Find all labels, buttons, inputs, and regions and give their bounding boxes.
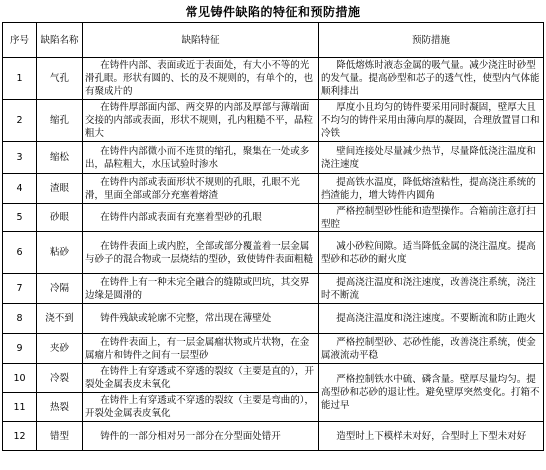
row-no: 9 [3,334,37,364]
table-row [3,100,544,142]
row-name: 气孔 [37,58,83,100]
row-prevention: 造型时上下模样未对好，合型时上下型未对好 [319,422,544,451]
row-prevention: 壁间连接处尽量减少热节，尽量降低浇注温度和浇注速度 [319,142,544,174]
row-prevention: 严格控制型砂、芯砂性能，改善浇注系统，使金属液流动平稳 [319,334,544,364]
row-prevention: 提高浇注温度和浇注速度。不要断流和防止跑火 [319,304,544,334]
table-row [3,422,544,451]
row-feature: 在铸件表面上或内腔，全部或部分覆盖着一层金属与砂子的混合物或一层烧结的型砂，致使铸件表面粗糙 [83,232,319,274]
row-no: 3 [3,142,37,174]
row-name: 热裂 [37,393,83,422]
table-row [3,232,544,274]
row-prevention: 严格控制型砂性能和造型操作。合箱前注意打扫型腔 [319,204,544,232]
row-feature: 在铸件内部微小而不连贯的缩孔，聚集在一处或多出，晶粒粗大，水压试验时渗水 [83,142,319,174]
row-feature: 在铸件内部、表面或近于表面处，有大小不等的光滑孔眼。形状有圆的、长的及不规则的，有单个的，也有聚成片的 [83,58,319,100]
row-feature: 在铸件厚部面内部、两交界的内部及厚部与薄端面交接的内部或表面，形状不规则，孔内粗糙不平，晶粒粗大 [83,100,319,142]
row-feature: 在铸件表面上，有一层金属瘤状物或片状物，在金属瘤片和铸件之间有一层型砂 [83,334,319,364]
row-prevention: 降低熔炼时液态金属的吸气量。减少浇注时砂型的发气量。提高砂型和芯子的透气性，使型内气体能顺利排出 [319,58,544,100]
row-feature: 在铸件内部或表面有充塞着型砂的孔眼 [83,204,319,232]
table-header-row [3,23,544,58]
row-name: 砂眼 [37,204,83,232]
table-row [3,274,544,304]
row-no: 6 [3,232,37,274]
row-prevention: 厚度小且均匀的铸件要采用同时凝固，壁厚大且不均匀的铸件采用由薄向厚的凝固，合理放置冒口和冷铁 [319,100,544,142]
row-name: 缩松 [37,142,83,174]
table-row [3,334,544,364]
table-row [3,174,544,204]
row-no: 7 [3,274,37,304]
row-name: 冷裂 [37,364,83,393]
row-no: 4 [3,174,37,204]
row-prevention: 严格控制铁水中硫、磷含量。壁厚尽量均匀。提高型砂和芯砂的退让性。避免壁厚突然变化。打箱不能过早 [319,364,544,422]
header-name: 缺陷名称 [37,23,83,58]
row-name: 冷隔 [37,274,83,304]
row-no: 12 [3,422,37,451]
table-row [3,364,544,393]
row-name: 粘砂 [37,232,83,274]
table-row [3,204,544,232]
row-no: 10 [3,364,37,393]
row-feature: 铸件的一部分相对另一部分在分型面处错开 [83,422,319,451]
header-prevention: 预防措施 [319,23,544,58]
row-feature: 在铸件上有穿透或不穿透的裂纹（主要是弯曲的），开裂处金属表皮氧化 [83,393,319,422]
row-prevention: 减小砂粒间隙。适当降低金属的浇注温度。提高型砂和芯砂的耐火度 [319,232,544,274]
row-prevention: 提高浇注温度和浇注速度，改善浇注系统，浇注时不断流 [319,274,544,304]
row-no: 11 [3,393,37,422]
row-no: 2 [3,100,37,142]
row-no: 5 [3,204,37,232]
table-row [3,304,544,334]
row-prevention: 提高铁水温度，降低熔渣粘性，提高浇注系统的挡渣能力，增大铸件内圆角 [319,174,544,204]
row-name: 夹砂 [37,334,83,364]
row-no: 8 [3,304,37,334]
row-feature: 在铸件上有一种未完全融合的缝隙或凹坑，其交界边缘是圆滑的 [83,274,319,304]
header-feature: 缺陷特征 [83,23,319,58]
row-name: 缩孔 [37,100,83,142]
table-row [3,142,544,174]
header-no: 序号 [3,23,37,58]
row-name: 渣眼 [37,174,83,204]
row-name: 错型 [37,422,83,451]
defects-table [2,22,544,451]
page-title: 常见铸件缺陷的特征和预防措施 [185,5,361,19]
row-feature: 在铸件上有穿透或不穿透的裂纹（主要是直的），开裂处金属表皮未氧化 [83,364,319,393]
row-no: 1 [3,58,37,100]
table-row [3,58,544,100]
row-feature: 铸件残缺或轮廓不完整，常出现在薄壁处 [83,304,319,334]
row-feature: 在铸件内部或表面形状不规则的孔眼，孔眼不光滑，里面全部或部分充塞着熔渣 [83,174,319,204]
row-name: 浇不到 [37,304,83,334]
